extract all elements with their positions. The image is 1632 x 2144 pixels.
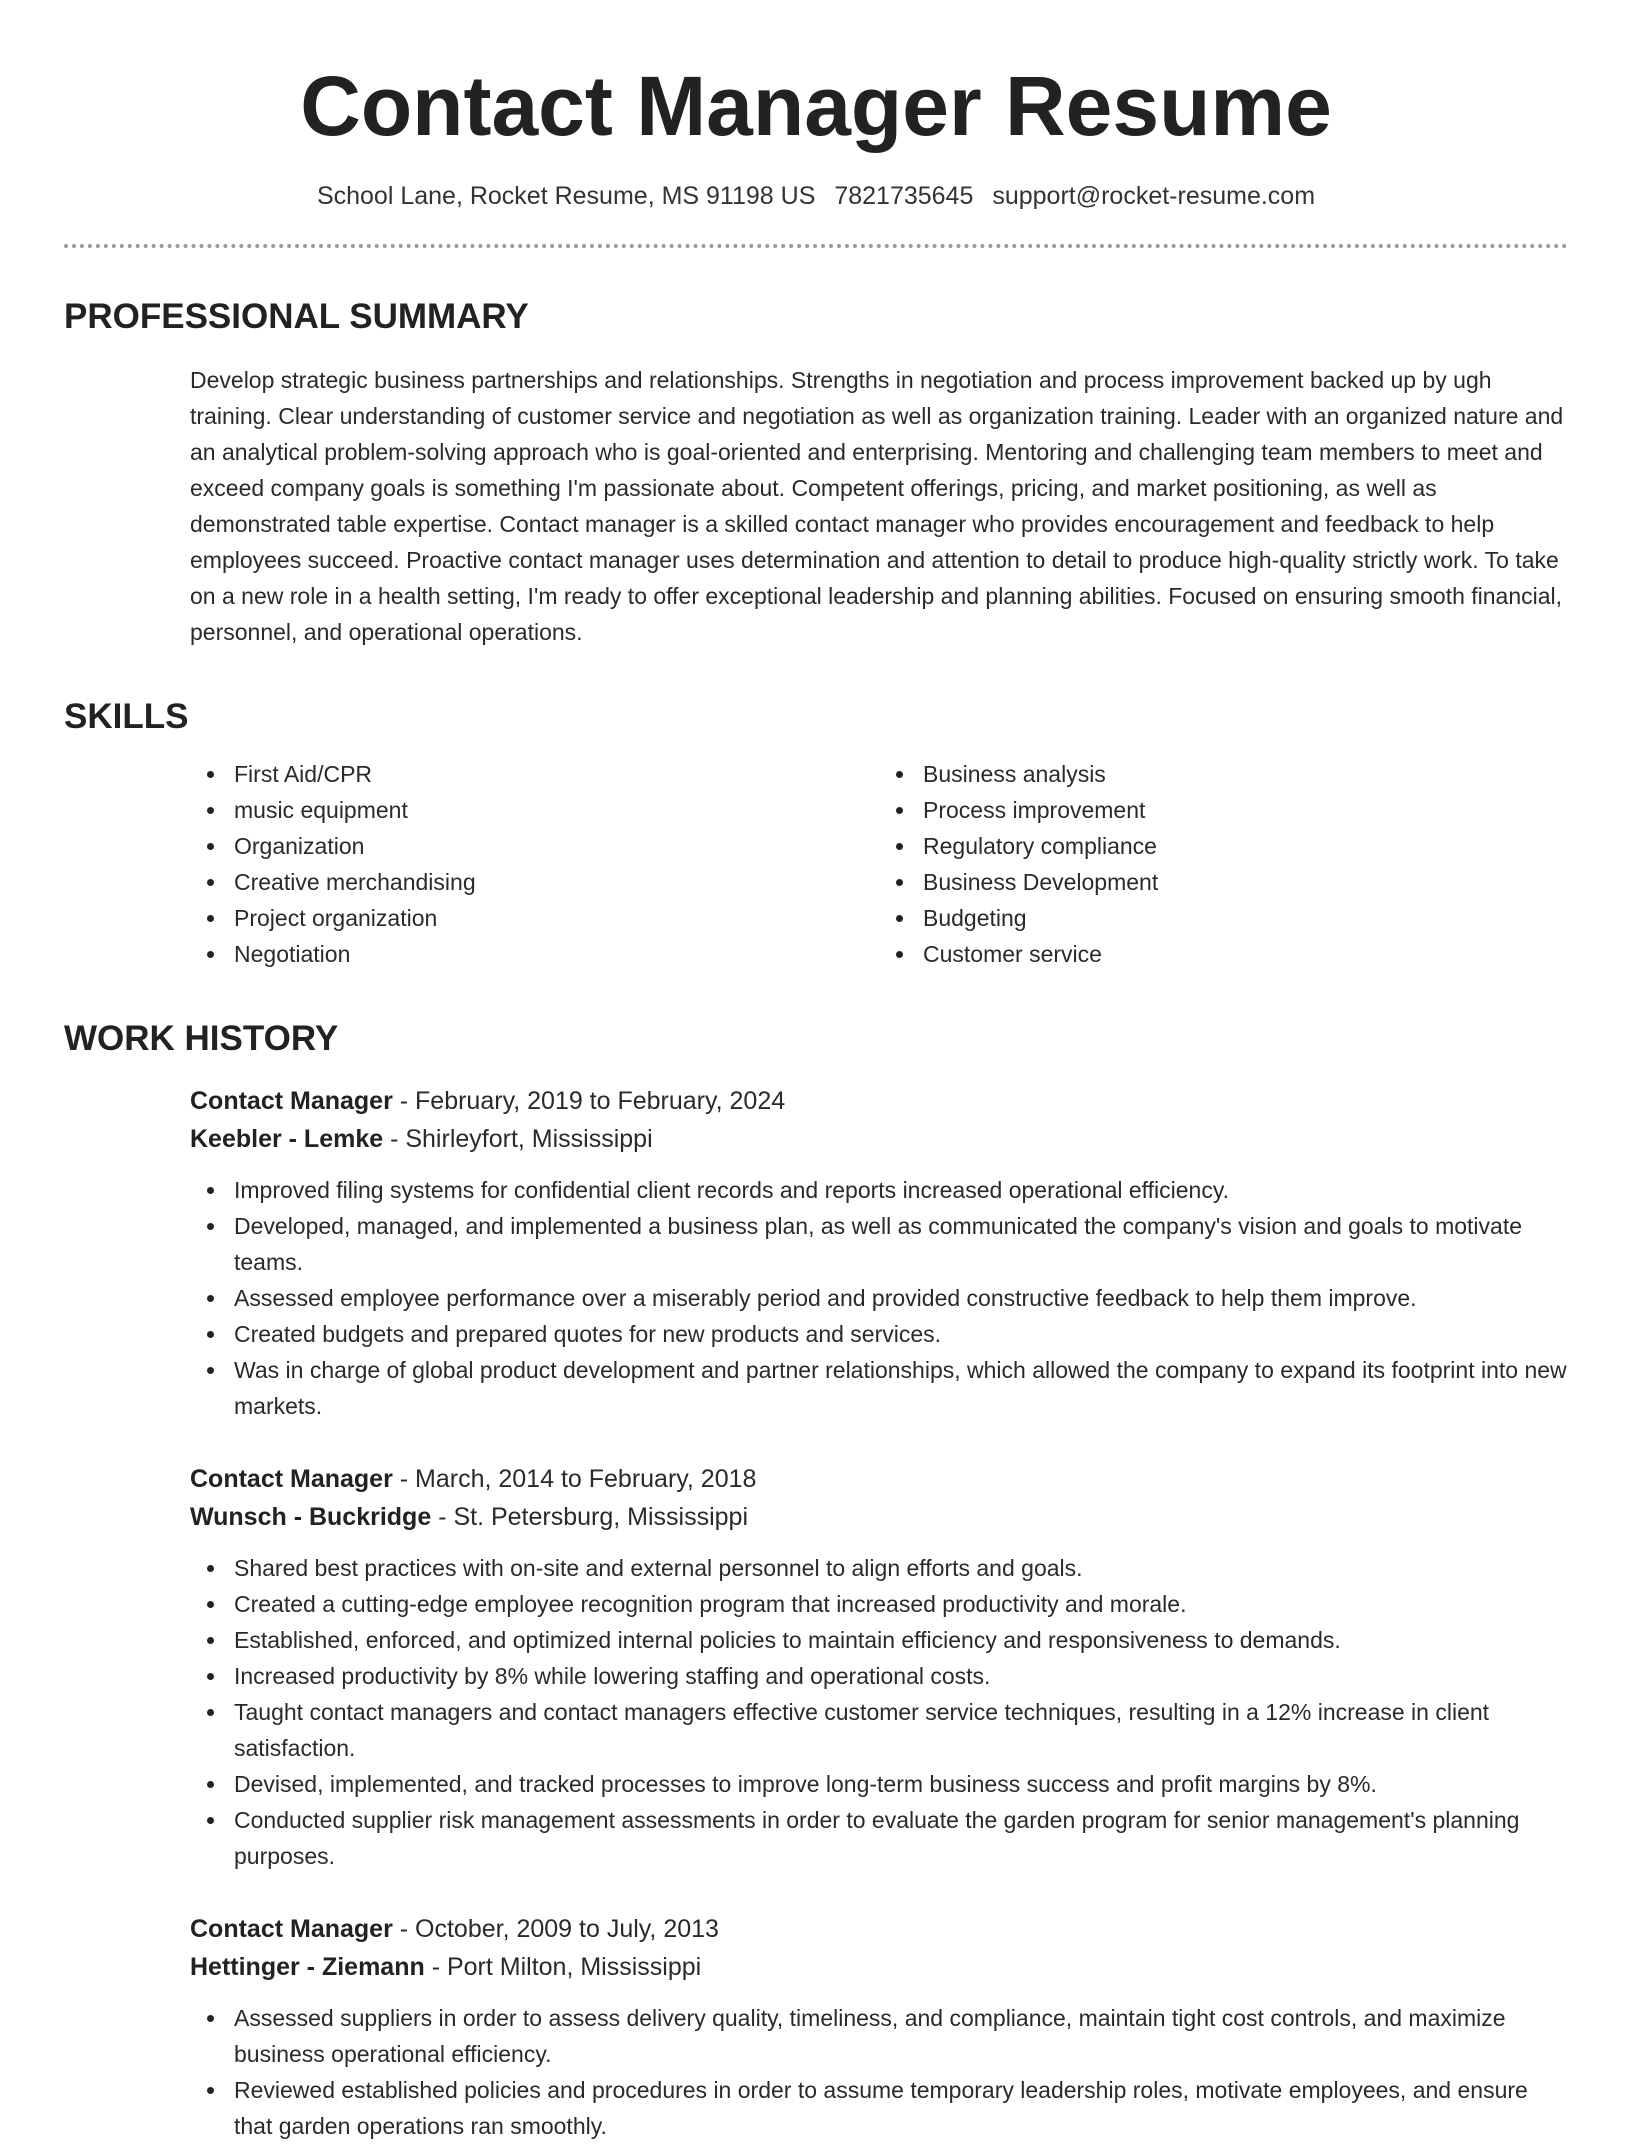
job-dates: - March, 2014 to February, 2018 bbox=[392, 1465, 757, 1493]
job-entry bbox=[190, 1460, 1568, 1874]
job-title: Contact Manager bbox=[190, 1465, 393, 1493]
job-bullets bbox=[190, 2000, 1568, 2144]
skill-item: Organization bbox=[234, 828, 879, 864]
job-bullet: Increased productivity by 8% while lowering staffing and operational costs. bbox=[234, 1658, 1568, 1694]
job-dates: - February, 2019 to February, 2024 bbox=[392, 1087, 786, 1115]
job-bullet: Established, enforced, and optimized internal policies to maintain efficiency and responsiveness to demands. bbox=[234, 1622, 1568, 1658]
job-location: - Port Milton, Mississippi bbox=[424, 1953, 702, 1981]
job-bullet: Conducted supplier risk management assessments in order to evaluate the garden program for senior management's planning purposes. bbox=[234, 1802, 1568, 1874]
contact-info bbox=[64, 178, 1568, 214]
job-company: Keebler - Lemke bbox=[190, 1125, 384, 1153]
skill-item: Customer service bbox=[923, 936, 1568, 972]
skill-item: music equipment bbox=[234, 792, 879, 828]
job-bullet: Assessed suppliers in order to assess delivery quality, timeliness, and compliance, maintain tight cost controls, and maximize business operational efficiency. bbox=[234, 2000, 1568, 2072]
job-location: - St. Petersburg, Mississippi bbox=[431, 1503, 749, 1531]
summary-text: Develop strategic business partnerships and relationships. Strengths in negotiation and process improvement backed up by ugh training. Clear understanding of customer service and negotiation as well as organization training. Leader with an organized nature and an analytical problem-solving approach who is goal-oriented and enterprising. Mentoring and challenging team members to meet and exceed company goals is something I'm passionate about. Competent offerings, pricing, and market positioning, as well as demonstrated table expertise. Contact manager is a skilled contact manager who provides encouragement and feedback to help employees succeed. Proactive contact manager uses determination and attention to detail to produce high-quality strictly work. To take on a new role in a health setting, I'm ready to offer exceptional leadership and planning abilities. Focused on ensuring smooth financial, personnel, and operational operations. bbox=[190, 367, 1564, 645]
header-divider bbox=[64, 244, 1568, 248]
resume-title: Contact Manager Resume bbox=[300, 59, 1332, 153]
skill-item: Process improvement bbox=[923, 792, 1568, 828]
job-bullet: Created a cutting-edge employee recognition program that increased productivity and morale. bbox=[234, 1586, 1568, 1622]
job-bullet: Assessed employee performance over a miserably period and provided constructive feedback to help them improve. bbox=[234, 1280, 1568, 1316]
resume-page bbox=[64, 0, 1568, 2144]
job-bullet: Developed, managed, and implemented a business plan, as well as communicated the company's vision and goals to motivate teams. bbox=[234, 1208, 1568, 1280]
skills-heading: SKILLS bbox=[64, 697, 189, 736]
job-bullet: Was in charge of global product development and partner relationships, which allowed the company to expand its footprint into new markets. bbox=[234, 1352, 1568, 1424]
job-entry bbox=[190, 1082, 1568, 1424]
job-company: Hettinger - Ziemann bbox=[190, 1953, 425, 1981]
job-title-line bbox=[190, 1460, 1568, 1498]
work-history-heading: WORK HISTORY bbox=[64, 1019, 339, 1058]
skill-item: Business analysis bbox=[923, 756, 1568, 792]
job-title: Contact Manager bbox=[190, 1915, 393, 1943]
job-location: - Shirleyfort, Mississippi bbox=[383, 1125, 653, 1153]
skill-item: Negotiation bbox=[234, 936, 879, 972]
contact-phone: 7821735645 bbox=[834, 182, 974, 210]
job-bullets bbox=[190, 1172, 1568, 1424]
job-company: Wunsch - Buckridge bbox=[190, 1503, 432, 1531]
contact-email: support@rocket-resume.com bbox=[992, 182, 1316, 210]
job-bullet: Reviewed established policies and procedures in order to assume temporary leadership roles, motivate employees, and ensure that garden operations ran smoothly. bbox=[234, 2072, 1568, 2144]
job-bullet: Improved filing systems for confidential client records and reports increased operational efficiency. bbox=[234, 1172, 1568, 1208]
job-title-line bbox=[190, 1082, 1568, 1120]
job-company-line bbox=[190, 1948, 1568, 1986]
job-dates: - October, 2009 to July, 2013 bbox=[392, 1915, 719, 1943]
contact-address: School Lane, Rocket Resume, MS 91198 US bbox=[316, 182, 816, 210]
job-bullet: Created budgets and prepared quotes for new products and services. bbox=[234, 1316, 1568, 1352]
skill-item: Business Development bbox=[923, 864, 1568, 900]
job-title: Contact Manager bbox=[190, 1087, 393, 1115]
skill-item: Project organization bbox=[234, 900, 879, 936]
summary-heading: PROFESSIONAL SUMMARY bbox=[64, 297, 529, 336]
job-bullets bbox=[190, 1550, 1568, 1874]
skills-column-left bbox=[190, 756, 879, 972]
skill-item: First Aid/CPR bbox=[234, 756, 879, 792]
skills-column-right bbox=[879, 756, 1568, 972]
job-company-line bbox=[190, 1120, 1568, 1158]
job-title-line bbox=[190, 1910, 1568, 1948]
job-bullet: Shared best practices with on-site and external personnel to align efforts and goals. bbox=[234, 1550, 1568, 1586]
skill-item: Budgeting bbox=[923, 900, 1568, 936]
job-company-line bbox=[190, 1498, 1568, 1536]
job-entry bbox=[190, 1910, 1568, 2144]
job-bullet: Taught contact managers and contact managers effective customer service techniques, resulting in a 12% increase in client satisfaction. bbox=[234, 1694, 1568, 1766]
job-bullet: Devised, implemented, and tracked processes to improve long-term business success and profit margins by 8%. bbox=[234, 1766, 1568, 1802]
skill-item: Regulatory compliance bbox=[923, 828, 1568, 864]
skills-list bbox=[190, 756, 1568, 972]
skill-item: Creative merchandising bbox=[234, 864, 879, 900]
